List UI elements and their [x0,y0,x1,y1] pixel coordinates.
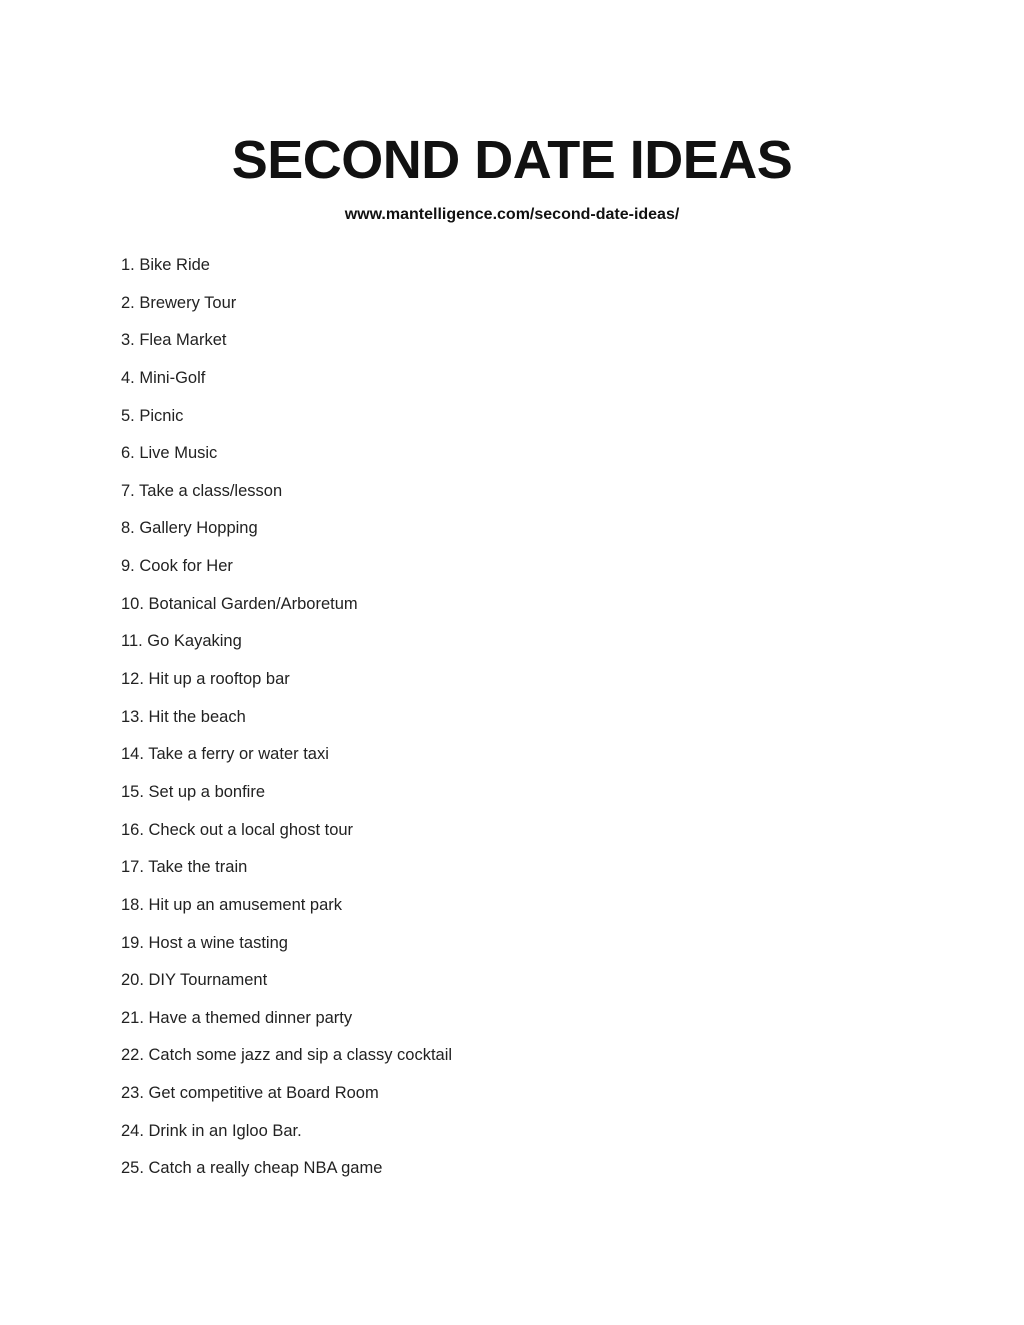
list-item: 4. Mini-Golf [121,368,206,387]
list-item: 25. Catch a really cheap NBA game [121,1159,383,1178]
list-item: 6. Live Music [121,444,218,463]
list-item: 24. Drink in an Igloo Bar. [121,1121,302,1140]
list-item: 9. Cook for Her [121,557,233,576]
page-title: SECOND DATE IDEAS [231,130,793,190]
list-item: 3. Flea Market [121,331,227,350]
list-item: 7. Take a class/lesson [121,481,283,500]
list-item: 20. DIY Tournament [121,971,268,990]
list-item: 14. Take a ferry or water taxi [121,745,329,764]
source-url: www.mantelligence.com/second-date-ideas/ [344,206,680,223]
date-ideas-list [121,254,452,1195]
list-item: 2. Brewery Tour [121,293,237,312]
list-item: 8. Gallery Hopping [121,519,258,538]
list-item: 1. Bike Ride [121,256,210,274]
list-item: 15. Set up a bonfire [121,782,266,801]
list-item: 21. Have a themed dinner party [121,1008,353,1027]
list-item: 13. Hit the beach [121,707,246,726]
list-item: 23. Get competitive at Board Room [121,1084,379,1103]
list-item: 17. Take the train [121,858,248,877]
list-item: 16. Check out a local ghost tour [121,820,354,839]
list-item: 5. Picnic [121,406,184,425]
list-item: 19. Host a wine tasting [121,933,288,952]
list-item: 11. Go Kayaking [121,632,242,651]
list-item: 22. Catch some jazz and sip a classy cocktail [121,1046,453,1065]
list-item: 10. Botanical Garden/Arboretum [121,594,358,613]
list-item: 12. Hit up a rooftop bar [121,670,290,689]
list-item: 18. Hit up an amusement park [121,895,343,914]
